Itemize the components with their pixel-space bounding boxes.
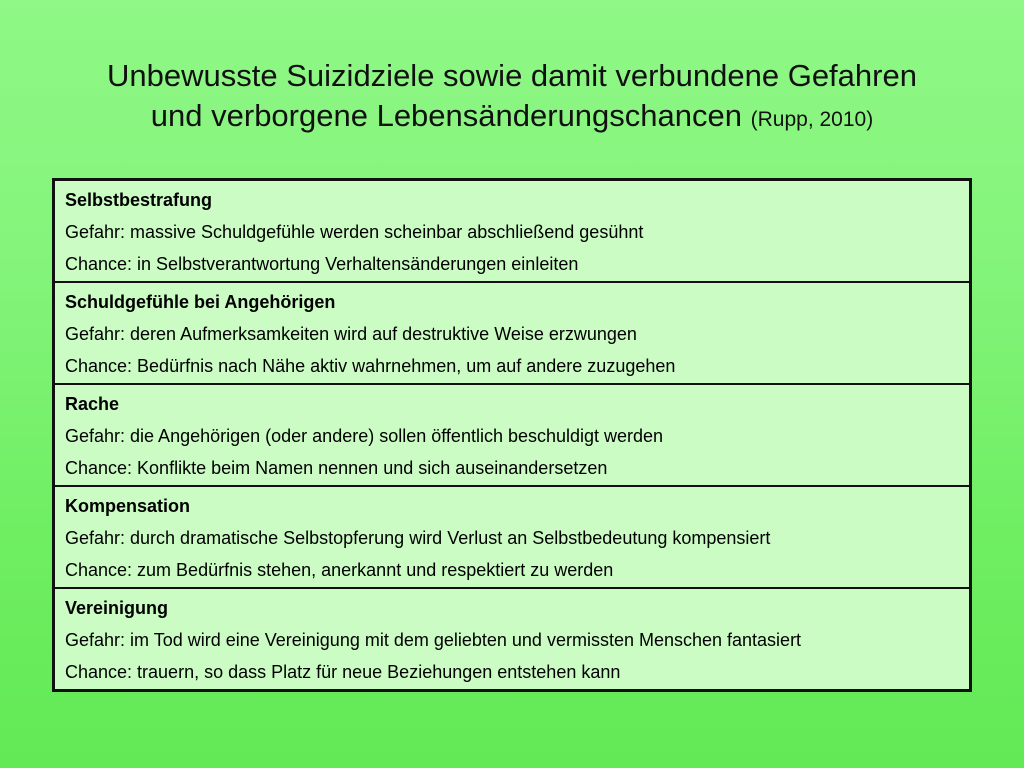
- table-row-vereinigung: [55, 589, 969, 689]
- row-danger: Gefahr: die Angehörigen (oder andere) sollen öffentlich beschuldigt werden: [65, 426, 664, 446]
- row-chance: Chance: in Selbstverantwortung Verhaltensänderungen einleiten: [65, 254, 579, 274]
- row-heading: Vereinigung: [65, 598, 169, 618]
- table-row-selbstbestrafung: [55, 181, 969, 283]
- title-line-2: [0, 96, 1024, 140]
- suicide-goals-table: [52, 178, 972, 692]
- row-chance: Chance: zum Bedürfnis stehen, anerkannt und respektiert zu werden: [65, 560, 614, 580]
- row-heading: Schuldgefühle bei Angehörigen: [65, 292, 336, 312]
- title-line-1: Unbewusste Suizidziele sowie damit verbundene Gefahren: [107, 58, 917, 93]
- row-danger: Gefahr: durch dramatische Selbstopferung wird Verlust an Selbstbedeutung kompensiert: [65, 528, 771, 548]
- row-heading: Kompensation: [65, 496, 191, 516]
- table-row-rache: [55, 385, 969, 487]
- row-danger: Gefahr: im Tod wird eine Vereinigung mit dem geliebten und vermissten Menschen fantasiert: [65, 630, 802, 650]
- table-row-schuldgefuehle: [55, 283, 969, 385]
- row-chance: Chance: Konflikte beim Namen nennen und sich auseinandersetzen: [65, 458, 608, 478]
- title-line-2-text: und verborgene Lebensänderungschancen: [150, 98, 742, 133]
- citation: (Rupp, 2010): [750, 108, 874, 131]
- row-heading: Selbstbestrafung: [65, 190, 213, 210]
- row-chance: Chance: trauern, so dass Platz für neue Beziehungen entstehen kann: [65, 662, 621, 682]
- row-danger: Gefahr: deren Aufmerksamkeiten wird auf destruktive Weise erzwungen: [65, 324, 637, 344]
- table-row-kompensation: [55, 487, 969, 589]
- row-heading: Rache: [65, 394, 120, 414]
- row-danger: Gefahr: massive Schuldgefühle werden scheinbar abschließend gesühnt: [65, 222, 644, 242]
- row-chance: Chance: Bedürfnis nach Nähe aktiv wahrnehmen, um auf andere zuzugehen: [65, 356, 676, 376]
- slide-title: [0, 56, 1024, 140]
